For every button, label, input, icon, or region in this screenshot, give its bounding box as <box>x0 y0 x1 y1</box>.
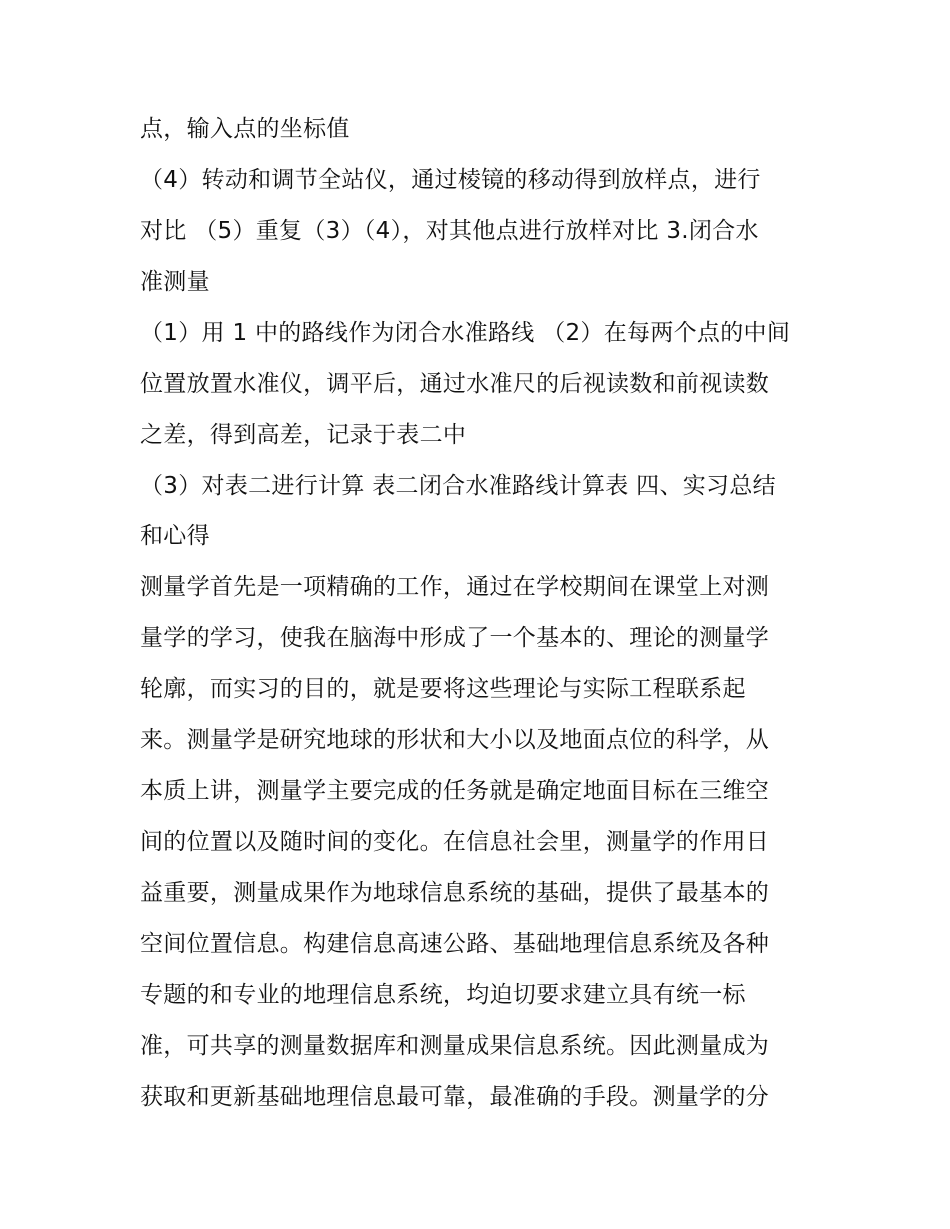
text-line: 和心得 <box>140 523 210 549</box>
text-line: 量学的学习，使我在脑海中形成了一个基本的、理论的测量学 <box>140 625 770 651</box>
text-line: 准测量 <box>140 269 210 295</box>
text-line: 本质上讲，测量学主要完成的任务就是确定地面目标在三维空 <box>140 778 770 804</box>
text-line: 专题的和专业的地理信息系统，均迫切要求建立具有统一标 <box>140 982 746 1008</box>
text-line: 测量学首先是一项精确的工作，通过在学校期间在课堂上对测 <box>140 574 770 600</box>
text-line: 之差，得到高差，记录于表二中 <box>140 422 467 448</box>
text-line: 获取和更新基础地理信息最可靠，最准确的手段。测量学的分 <box>140 1084 770 1110</box>
text-line: （3）对表二进行计算 表二闭合水准路线计算表 四、实习总结 <box>140 473 776 499</box>
text-line: 准，可共享的测量数据库和测量成果信息系统。因此测量成为 <box>140 1033 770 1059</box>
text-line: 位置放置水准仪，调平后，通过水准尺的后视读数和前视读数 <box>140 371 770 397</box>
text-line: 益重要，测量成果作为地球信息系统的基础，提供了最基本的 <box>140 880 770 906</box>
text-line: （4）转动和调节全站仪，通过棱镜的移动得到放样点，进行 <box>140 167 761 193</box>
text-line: 来。测量学是研究地球的形状和大小以及地面点位的科学，从 <box>140 727 770 753</box>
text-line: （1）用 1 中的路线作为闭合水准路线 （2）在每两个点的中间 <box>140 320 791 346</box>
text-line: 轮廓，而实习的目的，就是要将这些理论与实际工程联系起 <box>140 676 746 702</box>
text-line: 点，输入点的坐标值 <box>140 116 350 142</box>
text-line: 对比 （5）重复（3）（4），对其他点进行放样对比 3.闭合水 <box>140 218 759 244</box>
text-line: 间的位置以及随时间的变化。在信息社会里，测量学的作用日 <box>140 829 770 855</box>
text-line: 空间位置信息。构建信息高速公路、基础地理信息系统及各种 <box>140 931 770 957</box>
